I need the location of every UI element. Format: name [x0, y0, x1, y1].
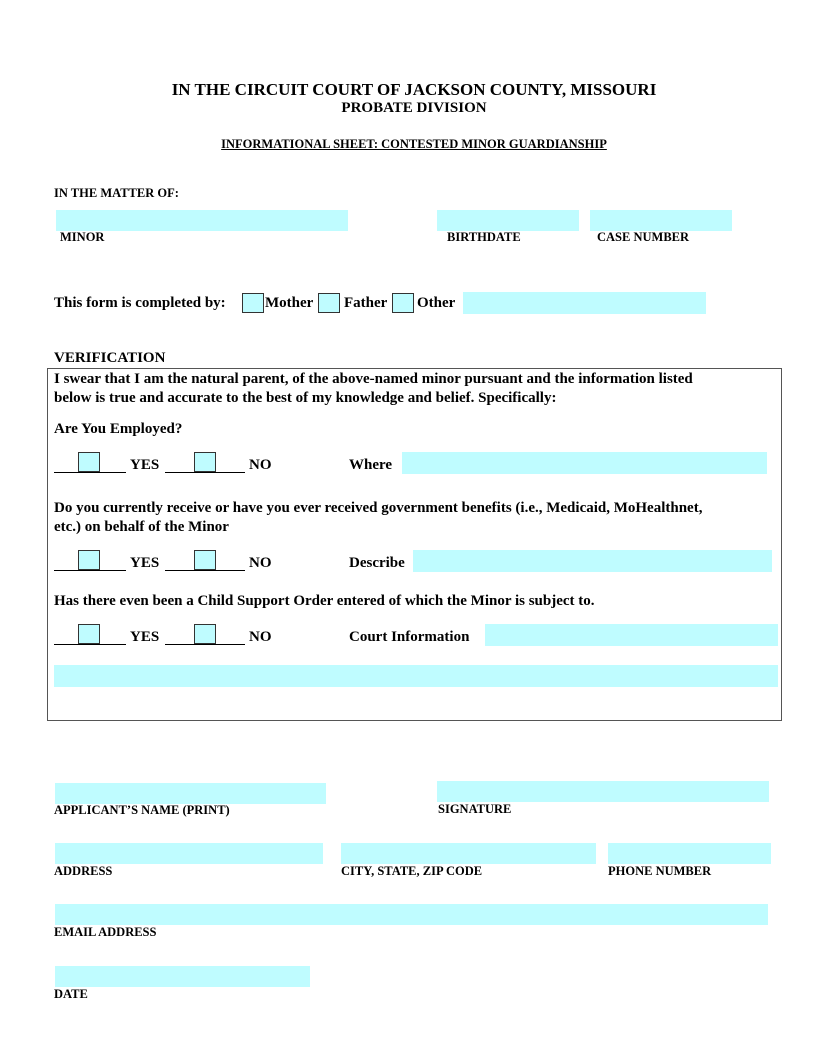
support-yes-line	[54, 644, 126, 645]
court-info-extra-field[interactable]	[54, 665, 778, 687]
support-yes-label: YES	[130, 629, 160, 645]
address-field[interactable]	[55, 843, 323, 864]
benefits-yes-label: YES	[130, 555, 160, 571]
where-label: Where	[349, 457, 393, 473]
verification-heading: VERIFICATION	[54, 350, 166, 366]
minor-name-field[interactable]	[56, 210, 348, 231]
birthdate-field[interactable]	[437, 210, 579, 231]
employed-yes-line	[54, 472, 126, 473]
address-label: ADDRESS	[54, 864, 113, 878]
support-no-checkbox[interactable]	[194, 624, 216, 644]
applicant-name-label: APPLICANT’S NAME (PRINT)	[54, 803, 230, 817]
describe-label: Describe	[349, 555, 405, 571]
support-no-line	[165, 644, 245, 645]
court-info-field[interactable]	[485, 624, 778, 646]
applicant-name-field[interactable]	[55, 783, 326, 804]
oath-line-1: I swear that I am the natural parent, of the above-named minor pursuant and the information listed	[54, 371, 693, 387]
court-info-label: Court Information	[349, 629, 470, 645]
benefits-yes-line	[54, 570, 126, 571]
signature-label: SIGNATURE	[438, 802, 512, 816]
matter-label: IN THE MATTER OF:	[54, 186, 179, 200]
email-field[interactable]	[55, 904, 768, 925]
date-label: DATE	[54, 987, 88, 1001]
city-state-zip-field[interactable]	[341, 843, 596, 864]
mother-checkbox[interactable]	[242, 293, 264, 313]
benefits-no-checkbox[interactable]	[194, 550, 216, 570]
other-field[interactable]	[463, 292, 706, 314]
employed-no-label: NO	[249, 457, 272, 473]
support-no-label: NO	[249, 629, 272, 645]
division-title: PROBATE DIVISION	[341, 100, 487, 116]
mother-label: Mother	[265, 295, 314, 311]
support-yes-checkbox[interactable]	[78, 624, 100, 644]
employed-yes-label: YES	[130, 457, 160, 473]
benefits-question-line-2: etc.) on behalf of the Minor	[54, 519, 229, 535]
form-title: INFORMATIONAL SHEET: CONTESTED MINOR GUARDIANSHIP	[221, 137, 607, 151]
benefits-no-label: NO	[249, 555, 272, 571]
support-question: Has there even been a Child Support Order entered of which the Minor is subject to.	[54, 593, 595, 609]
oath-line-2: below is true and accurate to the best of my knowledge and belief. Specifically:	[54, 390, 557, 406]
father-label: Father	[344, 295, 388, 311]
other-label: Other	[417, 295, 456, 311]
other-checkbox[interactable]	[392, 293, 414, 313]
employed-no-checkbox[interactable]	[194, 452, 216, 472]
employed-no-line	[165, 472, 245, 473]
benefits-no-line	[165, 570, 245, 571]
phone-label: PHONE NUMBER	[608, 864, 712, 878]
case-number-field[interactable]	[590, 210, 732, 231]
where-field[interactable]	[402, 452, 767, 474]
phone-field[interactable]	[608, 843, 771, 864]
date-field[interactable]	[55, 966, 310, 987]
minor-label: MINOR	[60, 230, 105, 244]
completed-by-label: This form is completed by:	[54, 295, 226, 311]
city-state-zip-label: CITY, STATE, ZIP CODE	[341, 864, 483, 878]
benefits-question-line-1: Do you currently receive or have you ever received government benefits (i.e., Medicaid, MoHealthnet,	[54, 500, 703, 516]
court-title: IN THE CIRCUIT COURT OF JACKSON COUNTY, MISSOURI	[171, 80, 657, 99]
employed-yes-checkbox[interactable]	[78, 452, 100, 472]
birthdate-label: BIRTHDATE	[447, 230, 521, 244]
email-label: EMAIL ADDRESS	[54, 925, 157, 939]
signature-field[interactable]	[437, 781, 769, 802]
case-number-label: CASE NUMBER	[597, 230, 690, 244]
describe-field[interactable]	[413, 550, 772, 572]
employed-question: Are You Employed?	[54, 421, 183, 437]
father-checkbox[interactable]	[318, 293, 340, 313]
benefits-yes-checkbox[interactable]	[78, 550, 100, 570]
